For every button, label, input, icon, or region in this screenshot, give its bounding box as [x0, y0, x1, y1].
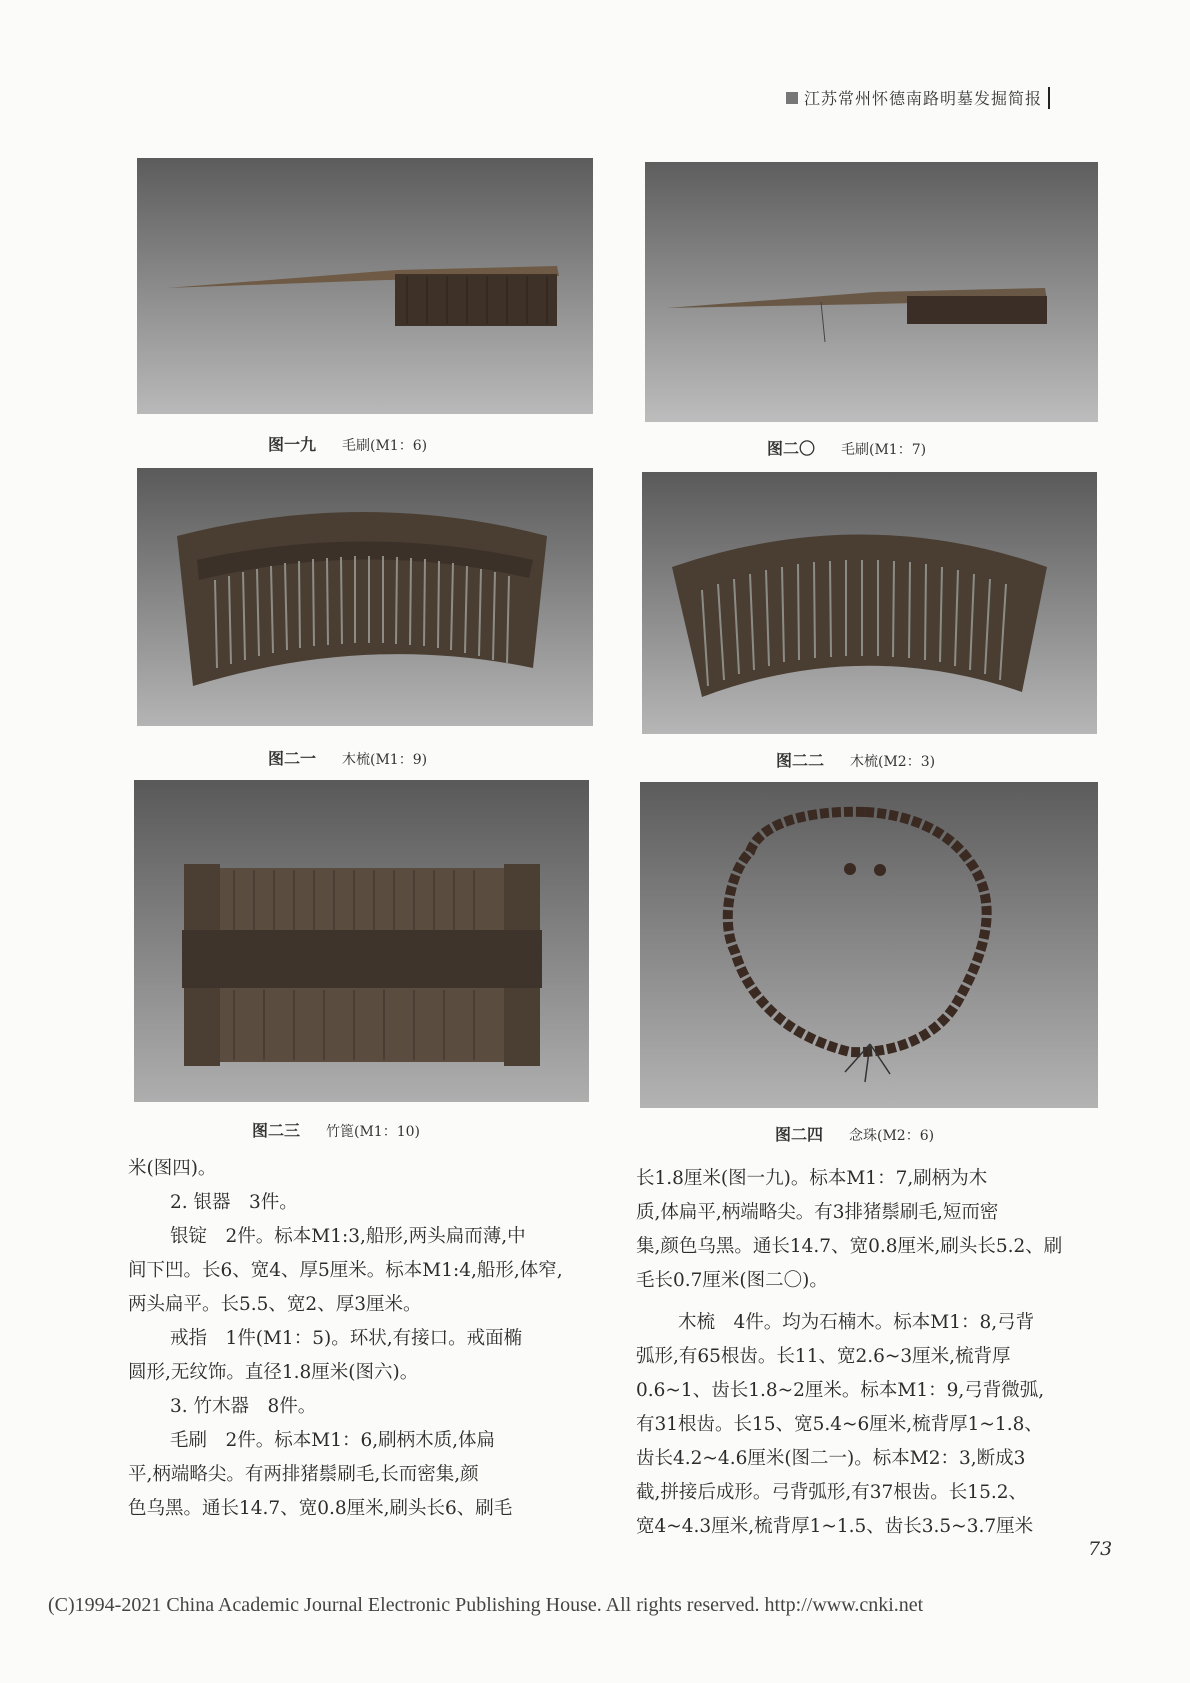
- figure-number: 图二三: [252, 1121, 301, 1140]
- paragraph-line: 银锭 2件。标本M1:3,船形,两头扁而薄,中: [170, 1226, 526, 1247]
- paragraph-line: 质,体扁平,柄端略尖。有3排猪鬃刷毛,短而密: [636, 1202, 999, 1223]
- paragraph-line: 齿长4.2~4.6厘米(图二一)。标本M2：3,断成3: [636, 1448, 1026, 1469]
- paragraph-line: 集,颜色乌黑。通长14.7、宽0.8厘米,刷头长5.2、刷: [636, 1236, 1063, 1257]
- paragraph-line: 有31根齿。长15、宽5.4~6厘米,梳背厚1~1.8、: [636, 1414, 1043, 1435]
- figure-number: 图二一: [268, 749, 317, 768]
- figure-21-caption: [268, 746, 427, 769]
- paragraph-line: 弧形,有65根齿。长11、宽2.6~3厘米,梳背厚: [636, 1346, 1011, 1367]
- paragraph-line: 米(图四)。: [128, 1158, 217, 1179]
- paragraph-line: 毛刷 2件。标本M1：6,刷柄木质,体扁: [170, 1430, 496, 1451]
- running-header: [786, 86, 1050, 109]
- paragraph-line: 宽4~4.3厘米,梳背厚1~1.5、齿长3.5~3.7厘米: [636, 1516, 1034, 1537]
- paragraph-line: 平,柄端略尖。有两排猪鬃刷毛,长而密集,颜: [128, 1464, 479, 1485]
- figure-title: 毛刷(M1：7): [841, 442, 927, 458]
- figure-number: 图二二: [776, 751, 825, 770]
- paragraph-line: 截,拼接后成形。弓背弧形,有37根齿。长15.2、: [636, 1482, 1027, 1503]
- paragraph-line: 毛长0.7厘米(图二〇)。: [636, 1270, 828, 1291]
- section-heading: 2. 银器 3件。: [170, 1192, 298, 1213]
- figure-23-caption: [252, 1118, 420, 1141]
- paragraph-line: 长1.8厘米(图一九)。标本M1：7,刷柄为木: [636, 1168, 988, 1189]
- section-heading: 3. 竹木器 8件。: [170, 1396, 317, 1417]
- figure-23-photo: [134, 780, 589, 1102]
- figure-20-photo: [645, 162, 1098, 422]
- header-bar: [1048, 87, 1050, 109]
- right-text-column: [636, 1162, 1062, 1544]
- square-marker-icon: [786, 92, 798, 104]
- figure-24-caption: [775, 1122, 934, 1145]
- figure-number: 图二四: [775, 1125, 824, 1144]
- paragraph-line: 戒指 1件(M1：5)。环状,有接口。戒面椭: [170, 1328, 523, 1349]
- figure-20-caption: [767, 436, 926, 459]
- figure-22-photo: [642, 472, 1097, 734]
- figure-title: 木梳(M2：3): [850, 754, 936, 770]
- figure-19-caption: [268, 432, 427, 455]
- figure-24-photo: [640, 782, 1098, 1108]
- figure-number: 图二〇: [767, 439, 816, 458]
- paragraph-line: 两头扁平。长5.5、宽2、厚3厘米。: [128, 1294, 422, 1315]
- figure-21-photo: [137, 468, 593, 726]
- figure-title: 竹篦(M1：10): [326, 1124, 420, 1140]
- left-text-column: [128, 1152, 563, 1526]
- paragraph-line: 木梳 4件。均为石楠木。标本M1：8,弓背: [678, 1312, 1035, 1333]
- figure-title: 念珠(M2：6): [849, 1128, 935, 1144]
- figure-title: 木梳(M1：9): [342, 752, 428, 768]
- page-number: 73: [1088, 1538, 1113, 1560]
- copyright-footer: (C)1994-2021 China Academic Journal Electronic Publishing House. All rights reserved. http://www.cnki.net: [48, 1594, 924, 1616]
- paragraph-line: 圆形,无纹饰。直径1.8厘米(图六)。: [128, 1362, 419, 1383]
- figure-19-photo: [137, 158, 593, 414]
- paragraph-line: 0.6~1、齿长1.8~2厘米。标本M1：9,弓背微弧,: [636, 1380, 1045, 1401]
- figure-22-caption: [776, 748, 935, 771]
- paragraph-line: 间下凹。长6、宽4、厚5厘米。标本M1:4,船形,体窄,: [128, 1260, 563, 1281]
- figure-number: 图一九: [268, 435, 317, 454]
- header-title: 江苏常州怀德南路明墓发掘简报: [804, 89, 1043, 108]
- figure-title: 毛刷(M1：6): [342, 438, 428, 454]
- paragraph-line: 色乌黑。通长14.7、宽0.8厘米,刷头长6、刷毛: [128, 1498, 513, 1519]
